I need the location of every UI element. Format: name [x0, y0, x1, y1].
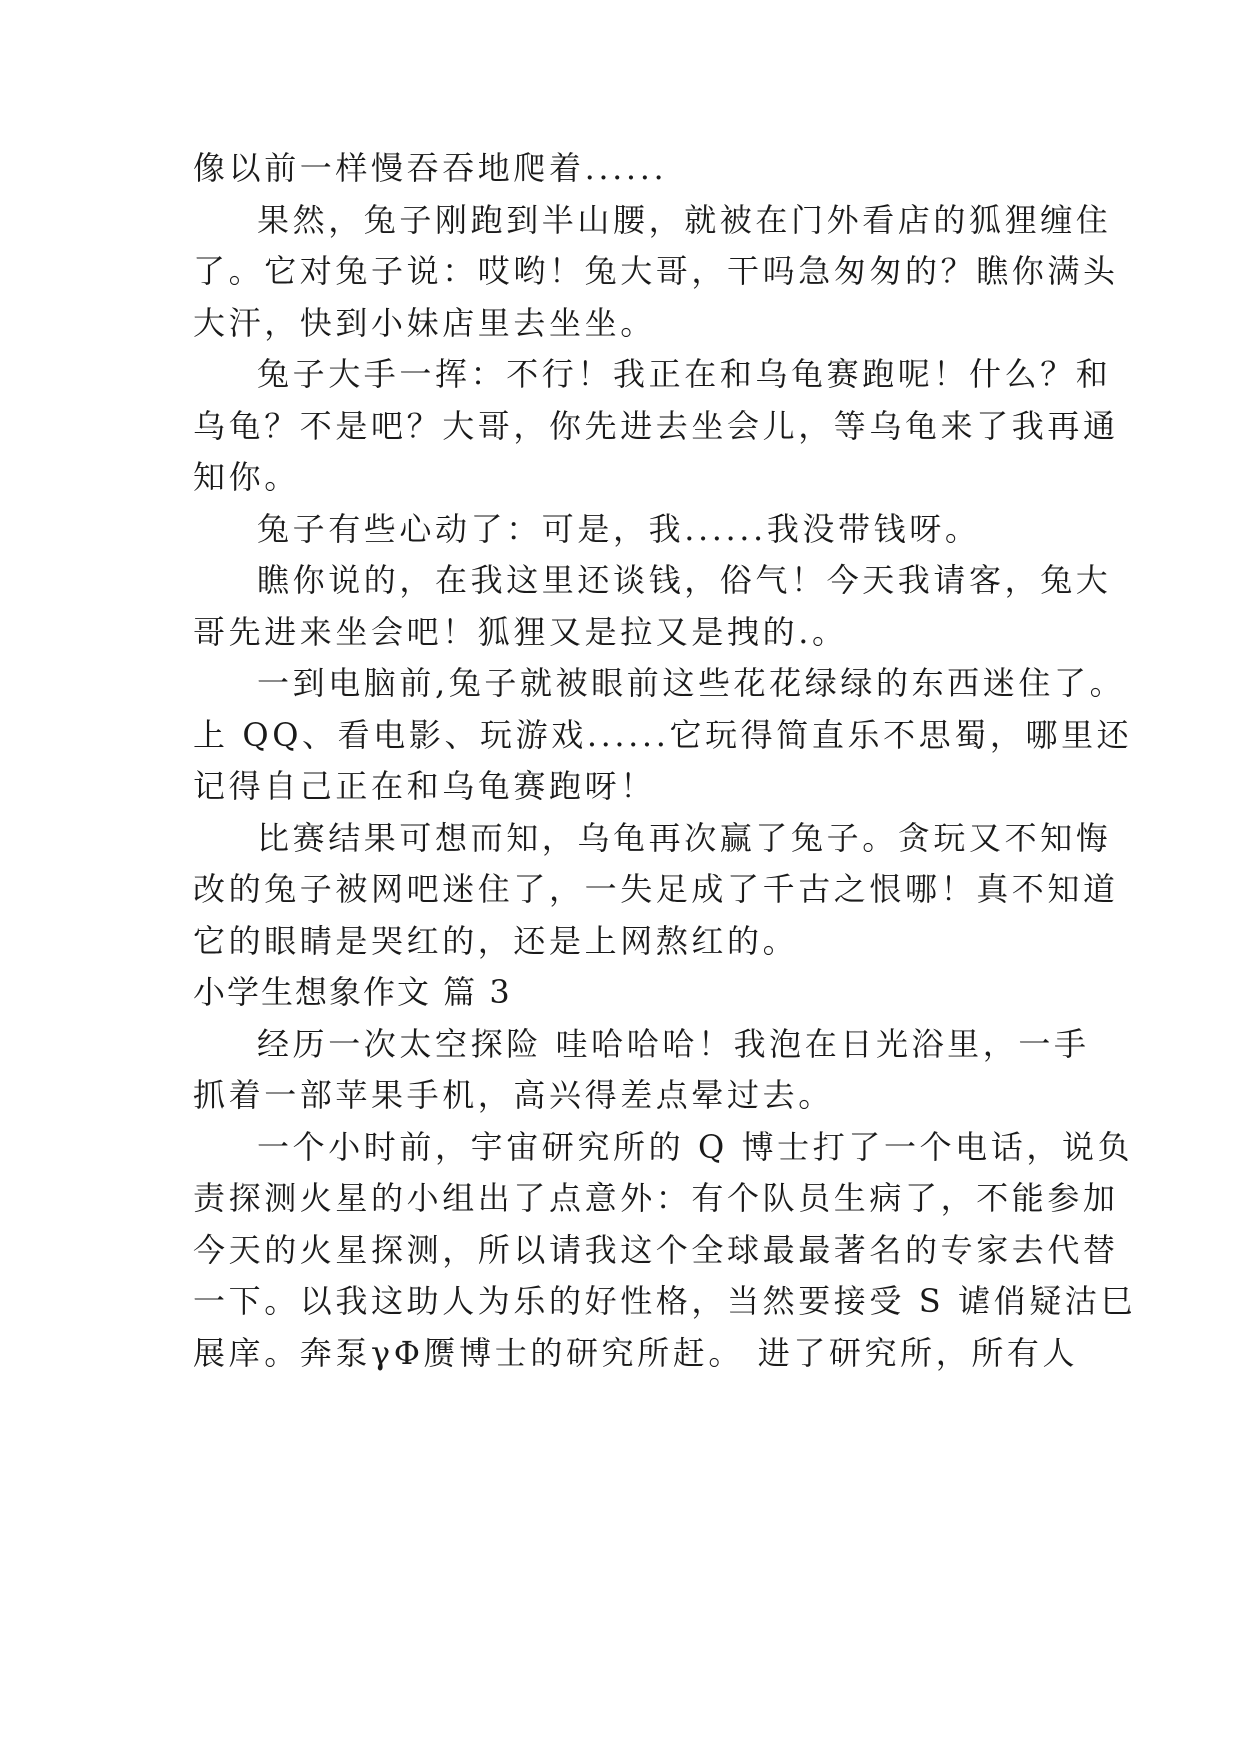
section-heading: 小学生想象作文 篇 3: [193, 973, 512, 1011]
text-line: 今天的火星探测，所以请我这个全球最最著名的专家去代替: [193, 1231, 1119, 1269]
paragraph-start: 瞧你说的，在我这里还谈钱，俗气！今天我请客，兔大: [257, 561, 1112, 599]
text-line: 责探测火星的小组出了点意外：有个队员生病了，不能参加: [193, 1179, 1119, 1217]
text-line: 知你。: [193, 458, 300, 496]
text-line: 乌龟？不是吧？大哥，你先进去坐会儿，等乌龟来了我再通: [193, 407, 1119, 445]
text-line: 哥先进来坐会吧！狐狸又是拉又是拽的.。: [193, 613, 848, 651]
text-line: 记得自己正在和乌龟赛跑呀！: [193, 767, 656, 805]
text-line: 一下。以我这助人为乐的好性格，当然要接受 S 谑俏疑沽巳: [193, 1282, 1137, 1320]
text-line: 像以前一样慢吞吞地爬着......: [193, 149, 668, 187]
text-line: 上 QQ、看电影、玩游戏......它玩得简直乐不思蜀，哪里还: [193, 716, 1133, 754]
paragraph-start: 兔子大手一挥：不行！我正在和乌龟赛跑呢！什么？和: [257, 355, 1112, 393]
text-line: 抓着一部苹果手机，高兴得差点晕过去。: [193, 1076, 834, 1114]
paragraph-start: 比赛结果可想而知，乌龟再次赢了兔子。贪玩又不知悔: [257, 819, 1112, 857]
paragraph-start: 一到电脑前,兔子就被眼前这些花花绿绿的东西迷住了。: [257, 664, 1126, 702]
paragraph-start: 兔子有些心动了：可是，我......我没带钱呀。: [257, 510, 981, 548]
text-line: 改的兔子被网吧迷住了，一失足成了千古之恨哪！真不知道: [193, 870, 1119, 908]
text-line: 大汗，快到小妹店里去坐坐。: [193, 304, 656, 342]
text-line: 了。它对兔子说：哎哟！兔大哥，干吗急匆匆的？瞧你满头: [193, 252, 1119, 290]
text-line: 它的眼睛是哭红的，还是上网熬红的。: [193, 922, 799, 960]
paragraph-start: 经历一次太空探险 哇哈哈哈！我泡在日光浴里，一手: [257, 1025, 1090, 1063]
text-line: 展庠。奔泵γΦ赝博士的研究所赶。 进了研究所，所有人: [193, 1334, 1079, 1372]
paragraph-start: 一个小时前，宇宙研究所的 Q 博士打了一个电话，说负: [257, 1128, 1134, 1166]
paragraph-start: 果然，兔子刚跑到半山腰，就被在门外看店的狐狸缠住: [257, 201, 1112, 239]
